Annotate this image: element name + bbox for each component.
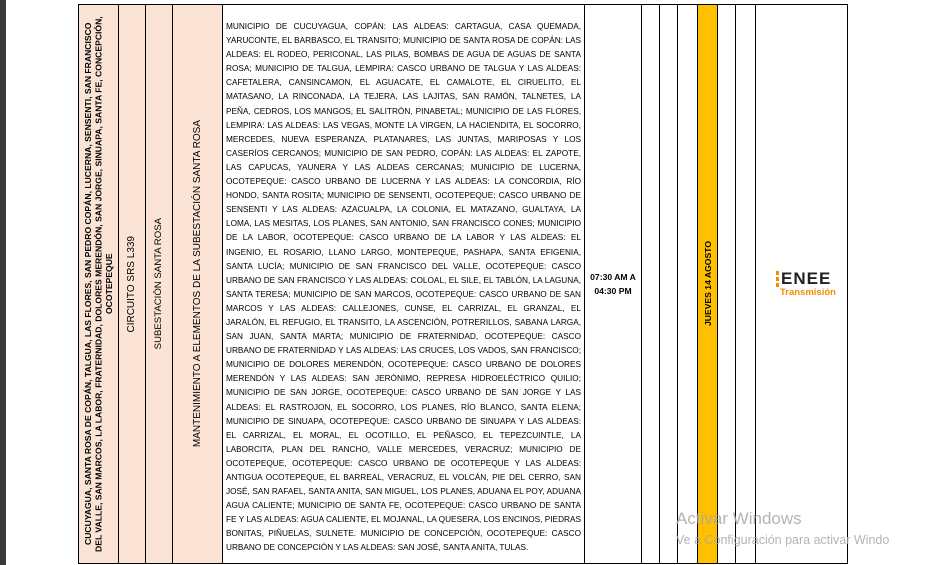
logo-cell (756, 5, 848, 564)
substation-cell (146, 5, 173, 564)
substation-text: SUBESTACIÓN SANTA ROSA (153, 218, 164, 350)
affected-areas-text: MUNICIPIO DE CUCUYAGUA, COPÁN: LAS ALDEAS: CARTAGUA, CASA QUEMADA, YARUCONTE, EL BARBASCO, EL TRANSITO; MUNICIPIO DE SANTA ROSA DE COPÁN: LAS ALDEAS: EL RODEO, PERICONAL, LAS PILAS, BOMBAS DE AGUA DE AGUAS DE SANTA ROSA; MUNICIPIO DE TALGUA, LEMPIRA: CASCO URBANO DE TALGUA Y LAS ALDEAS: CAFETALERA, CANSINCAMON, EL AGUACATE, EL CAMALOTE, EL CIRUELITO, EL MATASANO, LA RINCONADA, LA TEJERA, LAS LAJITAS, SAN RAMÓN, TALNETES, LA PEÑA, CEDROS, LOS MANGOS, EL SALITRÓN, PINABETAL; MUNICIPIO DE LAS FLORES, LEMPIRA: LAS ALDEAS: LAS VEGAS, MONTE LA VIRGEN, LA HACIENDITA, EL SOCORRO, MERCEDES, NUEVA ESPERANZA, PLATANARES, LAS JUNTAS, MARIPOSAS Y LOS CASERÍOS CERCANOS; MUNICIPIO DE SAN PEDRO, COPÁN: LAS ALDEAS: EL ZAPOTE, LAS CAPUCAS, YAUNERA Y LAS ALDEAS CERCANAS; MUNICIPIO DE LUCERNA, OCOTEPEQUE: CASCO URBANO DE LUCERNA Y LAS ALDEAS: LA CONCORDIA, RÍO HONDO, SANTA ROSITA; MUNICIPIO DE SENSENTI, OCOTEPEQUE: CASCO URBANO DE SENSENTI Y LAS ALDEAS: AZACUALPA, LA COLONIA, EL MATAZANO, GUALTAYA, LA LOMA, LAS MESITAS, LOS PLANES, SAN ANTONIO, SAN FRANCISCO CONES; MUNICIPIO DE LA LABOR, OCOTEPEQUE: CASCO URBANO DE LA LABOR Y LAS ALDEAS: EL INGENIO, EL ROSARIO, LLANO LARGO, MONTEPEQUE, PASHAPA, SANTA EFIGENIA, SANTA LUCÍA; MUNICIPIO DE SAN FRANCISCO DEL VALLE, OCOTEPEQUE: CASCO URBANO DE SAN FRANCISCO Y LAS ALDEAS: COLOAL, EL SILE, EL TABLÓN, LA LAGUNA, SANTA TERESA; MUNICIPIO DE SAN MARCOS, OCOTEPEQUE: CASCO URBANO DE SAN MARCOS Y LAS ALDEAS: CALLEJONES, CUNSE, EL CARRIZAL, EL GRANZAL, EL JARALÓN, EL REFUGIO, EL TRANSITO, LA ASCENCIÓN, POTRERILLOS, SABANA LARGA, SAN JUAN, SANTA MARTA; MUNICIPIO DE FRATERNIDAD, OCOTEPEQUE: CASCO URBANO DE FRATERNIDAD Y LAS ALDEAS: LAS CRUCES, LOS VADOS, SAN FRANCISCO; MUNICIPIO DE DOLORES MERENDÓN, OCOTEPEQUE: CASCO URBANO DE DOLORES MERENDÓN Y LAS ALDEAS: SAN JERÓNIMO, REPRESA HIDROELÉCTRICO QUILIO; MUNICIPIO DE SAN JORGE, OCOTEPEQUE: CASCO URBANO DE SAN JORGE Y LAS ALDEAS: EL RASTROJON, EL SOCORRO, LOS PLANES, RÍO BLANCO, SANTA ELENA; MUNICIPIO DE SINUAPA, OCOTEPEQUE: CASCO URBANO DE SINUAPA Y LAS ALDEAS: EL CARRIZAL, EL MORAL, EL OCOTILLO, EL PEÑASCO, EL TEPEZCUINTLE, LA LABORCITA, PLAN DEL RANCHO, VALLE MERCEDES, VERACRUZ; MUNICIPIO DE OCOTEPEQUE, OCOTEPEQUE: CASCO URBANO DE OCOTEPEQUE Y LAS ALDEAS: ANTIGUA OCOTEPEQUE, EL BARREAL, VERACRUZ, EL VOLCÁN, PIE DEL CERRO, SAN JOSÉ, SAN RAFAEL, SANTA ANITA, SAN MIGUEL, LOS PLANES, ADUANA EL POY, ADUANA AGUA CALIENTE; MUNICIPIO DE SANTA FE, OCOTEPEQUE: CASCO URBANO DE SANTA FE Y LAS ALDEAS: AGUA CALIENTE, EL MOJANAL, LA QUESERA, LOS ENCINOS, PIEDRAS BONITAS, PIÑUELAS, SULNETE. MUNICIPIO DE CONCEPCIÓN, OCOTEPEQUE: CASCO URBANO DE CONCEPCIÓN Y LAS ALDEAS: SAN JOSÉ, SANTA ANITA, TULAS. (226, 22, 581, 553)
logo-word: ENEE (781, 269, 832, 288)
time-start: 07:30 AM A (590, 272, 636, 282)
circuit-cell (119, 5, 146, 564)
work-text: MANTENIMIENTO A ELEMENTOS DE LA SUBESTACIÓN SANTA ROSA (191, 120, 203, 448)
empty-cell (678, 5, 698, 564)
logo-subtitle: Transmisión (780, 287, 836, 298)
work-cell (173, 5, 223, 564)
date-text: JUEVES 14 AGOSTO (702, 241, 713, 327)
empty-cell (718, 5, 736, 564)
date-cell (698, 5, 718, 564)
towns-cell (79, 5, 119, 564)
logo-mark-icon (776, 271, 779, 287)
empty-cell (660, 5, 678, 564)
time-cell (585, 5, 642, 564)
activation-watermark-title: Activar Windows (676, 509, 802, 528)
description-cell (223, 5, 585, 564)
empty-cell (736, 5, 756, 564)
enee-logo (756, 270, 847, 298)
schedule-table (78, 4, 848, 564)
towns-text: CUCUYAGUA, SANTA ROSA DE COPÁN, TALGUA, LAS FLORES, SAN PEDRO COPÁN, LUCERNA, SENSENTI, SAN FRANCISCO DEL VALLE, SAN MARCOS, LA LABOR, FRATERNIDAD, DOLORES MERENDÓN, SAN JORGE, SINUAPA, SANTA FE, CONCEPCIÓN, OCOTEPEQUE (82, 16, 114, 552)
activation-watermark-subtitle: Ve a Configuración para activar Windo (676, 533, 890, 547)
empty-cell (642, 5, 660, 564)
time-end: 04:30 PM (594, 286, 632, 296)
table-row (79, 5, 848, 564)
left-edge-bar (0, 0, 6, 565)
circuit-text: CIRCUITO SRS L339 (126, 235, 137, 333)
